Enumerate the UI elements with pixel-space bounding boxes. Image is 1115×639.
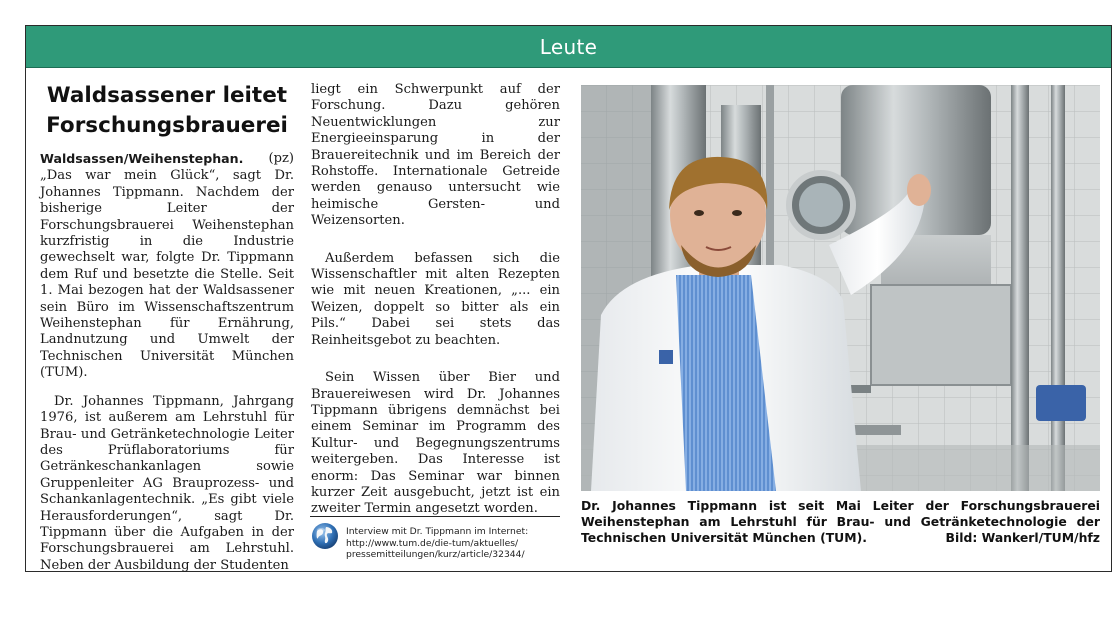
photo-caption xyxy=(581,498,1100,546)
source-tag: (pz) xyxy=(268,151,294,166)
article-headline xyxy=(40,81,294,141)
info-box-text xyxy=(346,526,561,561)
article-column-2 xyxy=(311,82,560,530)
headline-line-1: Waldsassener leitet xyxy=(46,83,288,108)
paragraph-1-text: „Das war mein Glück“, sagt Dr. Johannes Tippmann. Nachdem der bisherige Leiter der Forschungsbrauerei Weihenstephan kurzfristig in die Industrie gewechselt war, folgte Dr. Tippmann dem Ruf und besetzte die Stelle. Seit 1. Mai bezogen hat der Waldsassener sein Büro im Wissenschaftszentrum Weihenstephan für Ernährung, Landnutzung und Umwelt der Technischen Universität München (TUM). xyxy=(40,168,294,381)
info-box-link-line-2[interactable]: pressemitteilungen/kurz/article/32344/ xyxy=(346,549,525,560)
info-box-link-line-1[interactable]: http://www.tum.de/die-tum/aktuelles/ xyxy=(346,537,519,549)
paragraph-2: Dr. Johannes Tippmann, Jahrgang 1976, ist außerem am Lehrstuhl für Brau- und Getränketechnologie Leiter des Prüflaboratoriums für Getränkeschankanlagen sowie Gruppenleiter AG Brauprozess- und Schankanlagentechnik. „Es gibt viele Herausforderungen“, sagt Dr. Tippmann über die Aufgaben in der Forschungsbrauerei am Lehrstuhl. Neben der Ausbildung der Studenten xyxy=(40,393,294,573)
article-frame xyxy=(25,25,1112,572)
info-box-divider xyxy=(310,516,560,517)
section-title: Leute xyxy=(539,34,598,59)
headline-line-2: Forschungsbrauerei xyxy=(46,113,288,138)
dateline: Waldsassen/Weihenstephan. xyxy=(40,151,244,166)
paragraph-4: Außerdem befassen sich die Wissenschaftler mit alten Rezepten wie mit neuen Kreationen, „... ein Weizen, doppelt so bitter als ein Pils.“ Dabei sei stets das Reinheitsgebot zu beachten. xyxy=(311,250,560,348)
article-column-1 xyxy=(40,151,294,586)
caption-text: Dr. Johannes Tippmann ist seit Mai Leiter der Forschungsbrauerei Weihenstephan am Lehrstuhl für Brau- und Getränketechnologie der Technischen Universität München (TUM). xyxy=(581,498,1100,545)
info-box-line-1: Interview mit Dr. Tippmann im Internet: xyxy=(346,526,529,537)
article-photo xyxy=(581,85,1100,491)
paragraph-1 xyxy=(40,151,294,382)
photo-credit: Bild: Wankerl/TUM/hfz xyxy=(945,530,1100,545)
paragraph-5: Sein Wissen über Bier und Brauereiwesen wird Dr. Johannes Tippmann übrigens demnächst bei einem Seminar im Programm des Kultur- und Begegnungszentrums weitergeben. Das Interesse ist enorm: Das Seminar war binnen kurzer Zeit ausgebucht, jetzt ist ein zweiter Termin angesetzt worden. xyxy=(311,370,560,517)
paragraph-3: liegt ein Schwerpunkt auf der Forschung. Dazu gehören Neuentwicklungen zur Energieeinsparung in der Brauereitechnik und im Bereich der Rohstoffe. Internationale Getreide werden genauso untersucht wie heimische Gersten- und Weizensorten. xyxy=(311,82,560,229)
globe-icon xyxy=(311,522,339,550)
section-header xyxy=(26,26,1111,68)
